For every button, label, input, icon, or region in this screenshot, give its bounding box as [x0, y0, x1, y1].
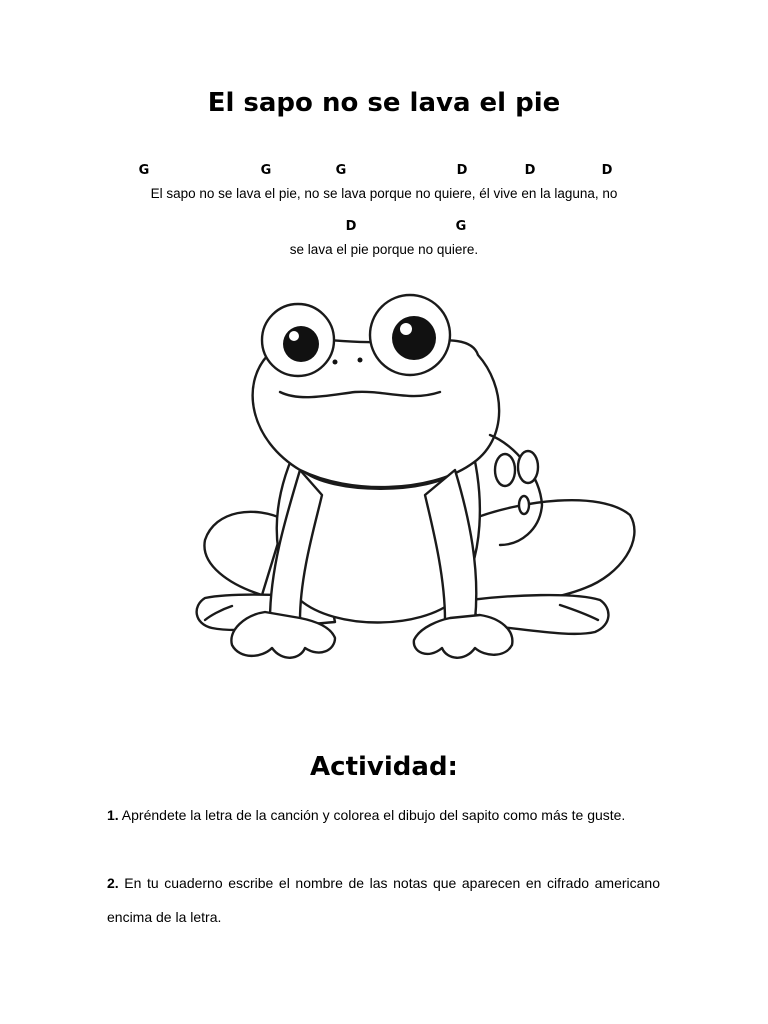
chord: D	[345, 219, 357, 234]
item-number: 1.	[107, 807, 119, 823]
frog-illustration-icon	[180, 285, 640, 690]
activity-item-1	[107, 798, 660, 832]
chord: G	[455, 219, 467, 234]
chord: G	[138, 163, 150, 178]
chord: D	[524, 163, 536, 178]
item-text: Apréndete la letra de la canción y colorea el dibujo del sapito como más te guste.	[118, 807, 626, 823]
chord-line-2	[0, 219, 768, 239]
lyric-line-2: se lava el pie porque no quiere.	[289, 242, 479, 257]
chord: G	[260, 163, 272, 178]
chord: D	[601, 163, 613, 178]
activity-heading: Actividad:	[310, 752, 458, 782]
lyric-line-1: El sapo no se lava el pie, no se lava porque no quiere, él vive en la laguna, no	[150, 186, 618, 201]
chord: G	[335, 163, 347, 178]
item-text: En tu cuaderno escribe el nombre de las notas que aparecen en cifrado americano encima de la letra.	[107, 875, 660, 925]
chord-line-1	[0, 163, 768, 183]
activity-item-2	[107, 866, 660, 934]
chord: D	[456, 163, 468, 178]
page-title: El sapo no se lava el pie	[207, 88, 561, 118]
item-number: 2.	[107, 875, 119, 891]
